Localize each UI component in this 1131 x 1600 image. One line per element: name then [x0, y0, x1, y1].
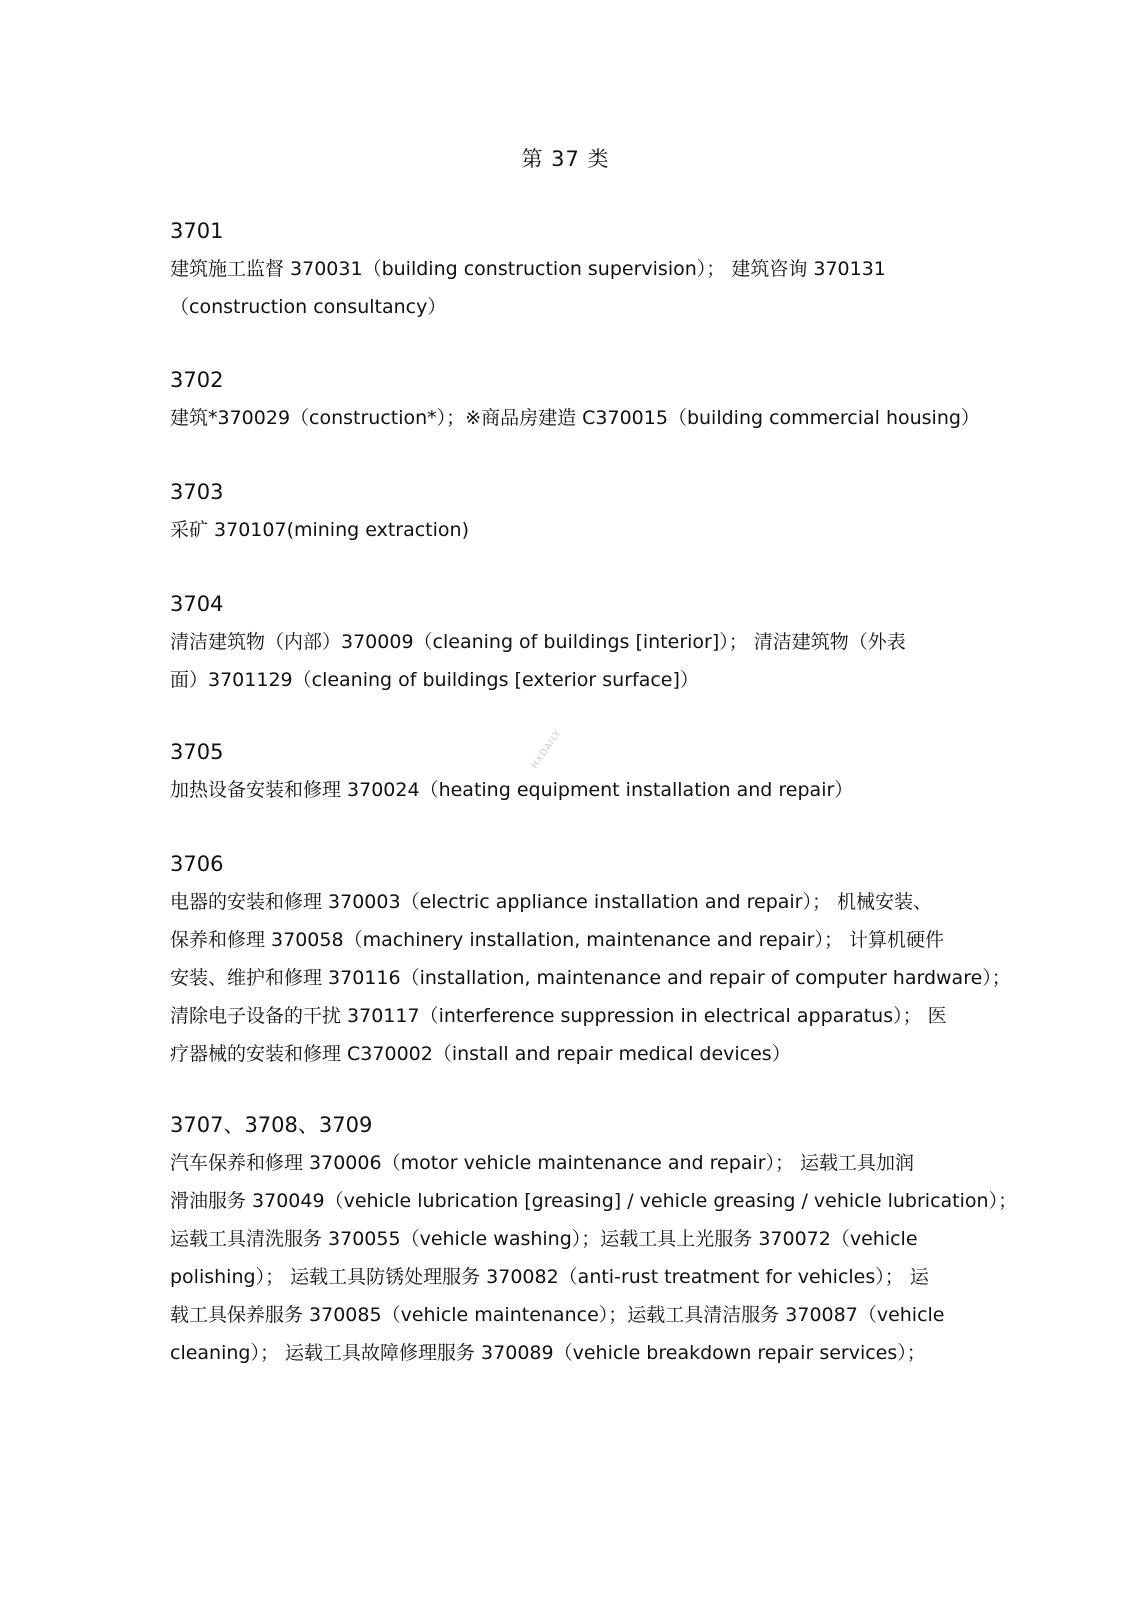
section-3704 — [170, 585, 970, 699]
section-3702 — [170, 361, 980, 437]
body-line: 采矿 370107(mining extraction) — [170, 519, 469, 541]
body-line: 运载工具清洗服务 370055（vehicle washing）；运载工具上光服务 370072（vehicle — [170, 1228, 918, 1250]
section-3701 — [170, 212, 970, 326]
section-body — [170, 250, 970, 326]
section-code: 3703 — [170, 480, 224, 504]
body-line: cleaning）； 运载工具故障修理服务 370089（vehicle breakdown repair services）； — [170, 1342, 926, 1364]
section-code: 3706 — [170, 852, 224, 876]
watermark: HXDAILY — [530, 728, 564, 771]
section-3706 — [170, 845, 1011, 1073]
body-line: 载工具保养服务 370085（vehicle maintenance）；运载工具清洁服务 370087（vehicle — [170, 1304, 945, 1326]
section-code: 3705 — [170, 740, 224, 764]
section-3707-3709 — [170, 1106, 1018, 1372]
body-line: 建筑*370029（construction*）；※商品房建造 C370015（building commercial housing） — [170, 407, 980, 429]
page-title: 第 37 类 — [521, 147, 610, 171]
body-line: 建筑施工监督 370031（building construction supervision）； 建筑咨询 370131 — [170, 258, 886, 280]
body-line: （construction consultancy） — [170, 296, 447, 318]
body-line: polishing）； 运载工具防锈处理服务 370082（anti-rust treatment for vehicles）； 运 — [170, 1266, 929, 1288]
section-code: 3701 — [170, 219, 224, 243]
body-line: 加热设备安装和修理 370024（heating equipment installation and repair） — [170, 779, 854, 801]
section-3705 — [170, 733, 970, 809]
body-line: 汽车保养和修理 370006（motor vehicle maintenance and repair）； 运载工具加润 — [170, 1152, 915, 1174]
section-body — [170, 399, 980, 437]
body-line: 疗器械的安装和修理 C370002（install and repair medical devices） — [170, 1043, 791, 1065]
section-code: 3704 — [170, 592, 224, 616]
section-body — [170, 883, 1011, 1073]
body-line: 清除电子设备的干扰 370117（interference suppression in electrical apparatus）； 医 — [170, 1005, 947, 1027]
body-line: 清洁建筑物（内部）370009（cleaning of buildings [interior]）； 清洁建筑物（外表 — [170, 631, 906, 653]
section-body — [170, 1144, 1018, 1372]
body-line: 面）3701129（cleaning of buildings [exterior surface]） — [170, 669, 699, 691]
section-body — [170, 511, 970, 549]
body-line: 安装、维护和修理 370116（installation, maintenance and repair of computer hardware）； — [170, 967, 1011, 989]
body-line: 滑油服务 370049（vehicle lubrication [greasing] / vehicle greasing / vehicle lubrication）； — [170, 1190, 1018, 1212]
section-code: 3702 — [170, 368, 224, 392]
section-body — [170, 771, 970, 809]
body-line: 电器的安装和修理 370003（electric appliance installation and repair）； 机械安装、 — [170, 891, 933, 913]
section-body — [170, 623, 970, 699]
section-code: 3707、3708、3709 — [170, 1113, 373, 1137]
section-3703 — [170, 473, 970, 549]
body-line: 保养和修理 370058（machinery installation, maintenance and repair）； 计算机硬件 — [170, 929, 945, 951]
